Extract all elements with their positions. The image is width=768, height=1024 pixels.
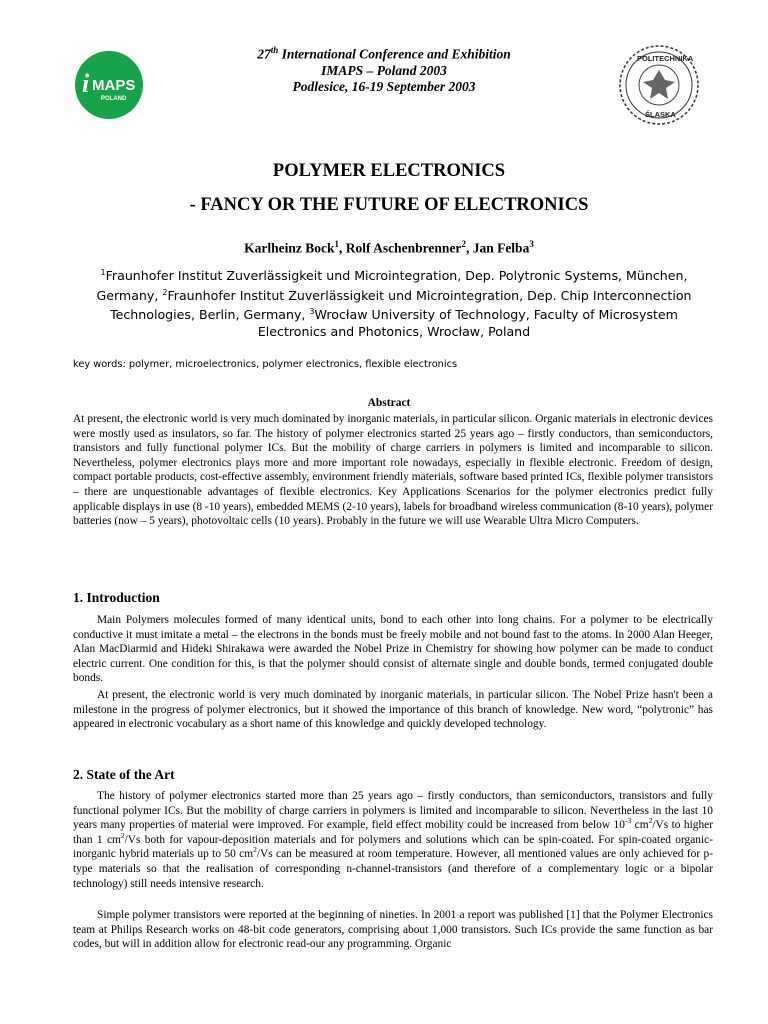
keywords: key words: polymer, microelectronics, polymer electronics, flexible electronics (73, 359, 458, 370)
abstract-text: At present, the electronic world is very much dominated by inorganic materials, in particular silicon. Organic materials in electronic devices were mostly used as insulators, so far. The history of polymer electronics started 25 years ago – firstly conductors, than semiconductors, transistors and fully functional polymer ICs. But the mobility of charge carriers in polymers is limited and incomparable to silicon. Nevertheless, polymer electronics plays more and more important role nowadays, especially in flexible electronic. Freedom of design, compact portable products, cost-effective assembly, environment friendly materials, software based printed ICs, flexible polymer transistors – there are unquestionable advantages of flexible electronics. Key Applications Scenarios for the polymer electronics predict fully applicable displays in use (8 -10 years), embedded MEMS (2-10 years), labels for broadband wireless communication (8-10 years), polymer batteries (now – 5 years), photovoltaic cells (10 years). Probably in the future we will use Wearable Ultra Micro Computers. (73, 413, 713, 528)
paper-title-line-1: POLYMER ELECTRONICS (272, 161, 506, 181)
seal-bottom-text: ŚLĄSKA (645, 110, 676, 119)
conference-line-3: Podlesice, 16-19 September 2003 (292, 78, 476, 94)
paper-title-line-2: - FANCY OR THE FUTURE OF ELECTRONICS (189, 195, 589, 215)
state-paragraph-1: The history of polymer electronics started more than 25 years ago – firstly conductors, than semiconductors, transistors and fully functional polymer ICs. But the mobility of charge carriers in polymers is limited and incomparable to silicon. Nevertheless in the last 10 years many properties of material were improved. For example, field effect mobility could be increased from below $10^{-3}$ $cm^2/Vs$ to higher than 1 $cm^2/Vs$ both for vapour-deposition materials and for polymers and solutions which can be spin-coated. For spin-coated organic-inorganic hybrid materials up to 50 $cm^2/Vs$ can be measured at room temperature. However, all mentioned values are only achieved for p-type materials so that the realisation of corresponding n-channel-transistors (and therefore of a complementary logic or a bipolar technology) still needs intensive research. (73, 790, 714, 890)
conference-line-1: 27th International Conference and Exhibition (257, 45, 511, 62)
conference-line-2: IMAPS – Poland 2003 (321, 62, 447, 78)
svg-text:i: i (82, 69, 90, 98)
intro-paragraph-2: At present, the electronic world is very much dominated by inorganic materials, in particular silicon. The Nobel Prize hasn't been a milestone in the progress of polymer electronics, but it showed the importance of this branch of knowledge. New word, “polytronic” has appeared in electronic vocabulary as a short name of this knowledge and quickly developed technology. (73, 689, 713, 731)
authors: Karlheinz Bock$^1$, Rolf Aschenbrenner$^2$, Jan Felba$^3$ (244, 239, 534, 256)
imaps-logo-subtext: POLAND (101, 96, 127, 102)
seal-top-text: POLITECHNIKA (637, 54, 694, 63)
affiliations: $^1$Fraunhofer Institut Zuverlässigkeit und Microintegration, Dep. Polytronic Systems, München, Germany, $^2$Fraunhofer Institut Zuverlässigkeit und Microintegration, Dep. Chip Interconnection Technologies, Berlin, Germany, $^3$Wrocław University of Technology, Faculty of Microsystem Electronics and Photonics, Wrocław, Poland (96, 268, 692, 340)
abstract-heading: Abstract (367, 397, 411, 409)
imaps-logo-text: MAPS (92, 77, 136, 94)
section-heading-state-of-the-art: 2. State of the Art (73, 767, 175, 782)
conference-header (0, 42, 768, 95)
intro-paragraph-1: Main Polymers molecules formed of many identical units, bond to each other into long chains. For a polymer to be electrically conductive it must imitate a metal – the electrons in the bonds must be freely mobile and not bound fast to the atoms. In 2000 Alan Heeger, Alan MacDiarmid and Hideki Shirakawa were awarded the Nobel Prize in Chemistry for showing how polymer can be made to conduct electric current. One condition for this, is that the polymer should consist of alternate single and double bonds, termed conjugated double bonds. (73, 614, 713, 685)
state-paragraph-2: Simple polymer transistors were reported at the beginning of nineties. In 2001 a report was published [1] that the Polymer Electronics team at Philips Research works on 48-bit code generators, comprising about 1,000 transistors. Such ICs provide the same function as bar codes, but will in addition allow for electronic read-our any programming. Organic (73, 909, 713, 951)
section-heading-introduction: 1. Introduction (73, 590, 160, 605)
